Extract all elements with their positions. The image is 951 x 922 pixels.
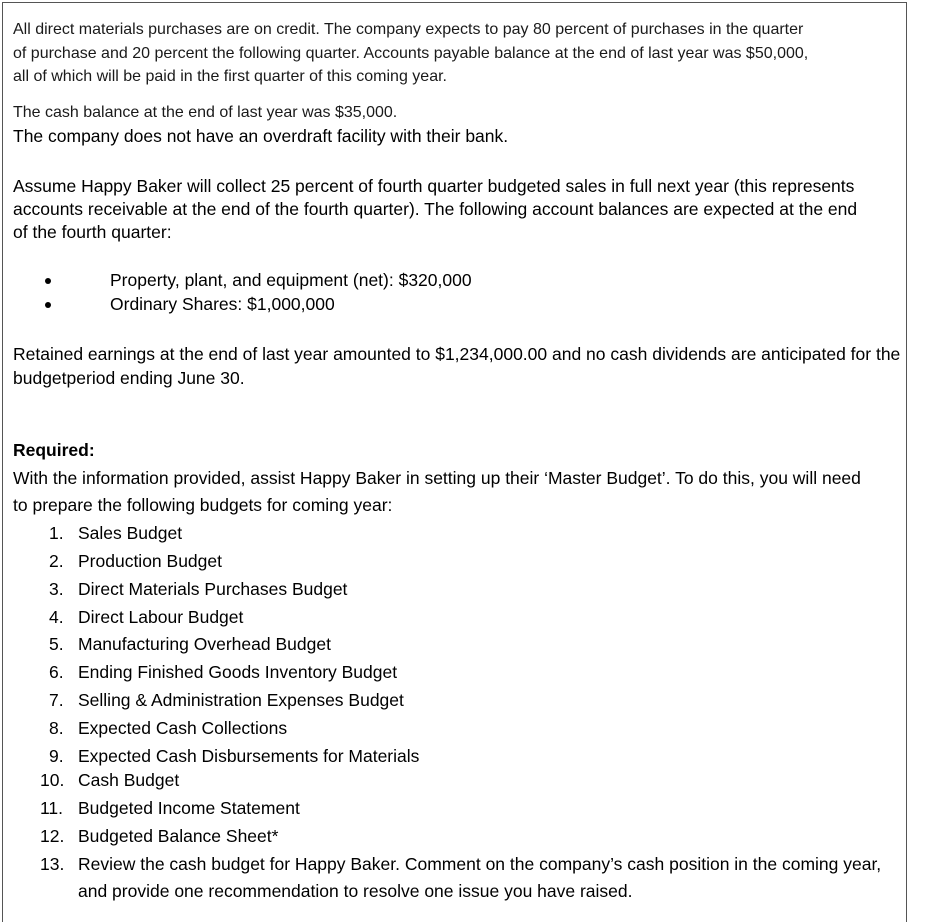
- list-item: Review the cash budget for Happy Baker. Comment on the company’s cash position in the coming year,: [78, 854, 882, 874]
- list-number: 3.: [49, 579, 64, 599]
- para-3-line-2: accounts receivable at the end of the fourth quarter). The following account balances are expected at the end: [13, 199, 858, 219]
- list-item: Cash Budget: [78, 770, 180, 790]
- list-item: Sales Budget: [78, 523, 183, 543]
- list-item: Expected Cash Collections: [78, 718, 288, 738]
- list-number: 7.: [49, 690, 64, 710]
- bullet-item: Ordinary Shares: $1,000,000: [110, 294, 335, 314]
- list-number: 4.: [49, 607, 64, 627]
- para-2-line-2: The company does not have an overdraft facility with their bank.: [13, 126, 509, 146]
- list-number: 2.: [49, 551, 64, 571]
- required-line-1: With the information provided, assist Happy Baker in setting up their ‘Master Budget’. To do this, you will need: [13, 468, 861, 488]
- bullet-item: Property, plant, and equipment (net): $320,000: [110, 270, 472, 290]
- list-item-continuation: and provide one recommendation to resolve one issue you have raised.: [78, 881, 633, 901]
- para-3-line-3: of the fourth quarter:: [13, 222, 172, 242]
- para-4-line-1: Retained earnings at the end of last year amounted to $1,234,000.00 and no cash dividends are anticipated for the: [13, 344, 901, 364]
- list-item: Direct Labour Budget: [78, 607, 244, 627]
- list-item: Selling & Administration Expenses Budget: [78, 690, 404, 710]
- required-line-2: to prepare the following budgets for coming year:: [13, 495, 393, 515]
- para-1-line-1: All direct materials purchases are on credit. The company expects to pay 80 percent of purchases in the quarter: [13, 21, 804, 38]
- bullet-icon: [45, 278, 51, 284]
- list-number: 13.: [40, 854, 65, 874]
- list-number: 6.: [49, 662, 64, 682]
- list-item: Manufacturing Overhead Budget: [78, 634, 331, 654]
- bullet-icon: [45, 302, 51, 308]
- para-3-line-1: Assume Happy Baker will collect 25 percent of fourth quarter budgeted sales in full next year (this represents: [13, 176, 855, 196]
- list-item: Expected Cash Disbursements for Materials: [78, 746, 420, 766]
- list-item: Budgeted Balance Sheet*: [78, 826, 279, 846]
- para-1-line-3: all of which will be paid in the first quarter of this coming year.: [13, 68, 447, 85]
- list-number: 11.: [40, 798, 64, 818]
- para-2-line-1: The cash balance at the end of last year was $35,000.: [13, 104, 398, 121]
- required-heading: Required:: [13, 440, 95, 460]
- list-number: 1.: [49, 523, 64, 543]
- list-item: Production Budget: [78, 551, 222, 571]
- para-1-line-2: of purchase and 20 percent the following quarter. Accounts payable balance at the end of last year was $50,000,: [13, 45, 809, 62]
- list-number: 8.: [49, 718, 64, 738]
- list-item: Budgeted Income Statement: [78, 798, 300, 818]
- list-item: Ending Finished Goods Inventory Budget: [78, 662, 398, 682]
- list-item: Direct Materials Purchases Budget: [78, 579, 348, 599]
- list-number: 10.: [40, 770, 65, 790]
- list-number: 9.: [49, 746, 64, 766]
- para-4-line-2: budgetperiod ending June 30.: [13, 368, 245, 388]
- list-number: 5.: [49, 634, 64, 654]
- list-number: 12.: [40, 826, 65, 846]
